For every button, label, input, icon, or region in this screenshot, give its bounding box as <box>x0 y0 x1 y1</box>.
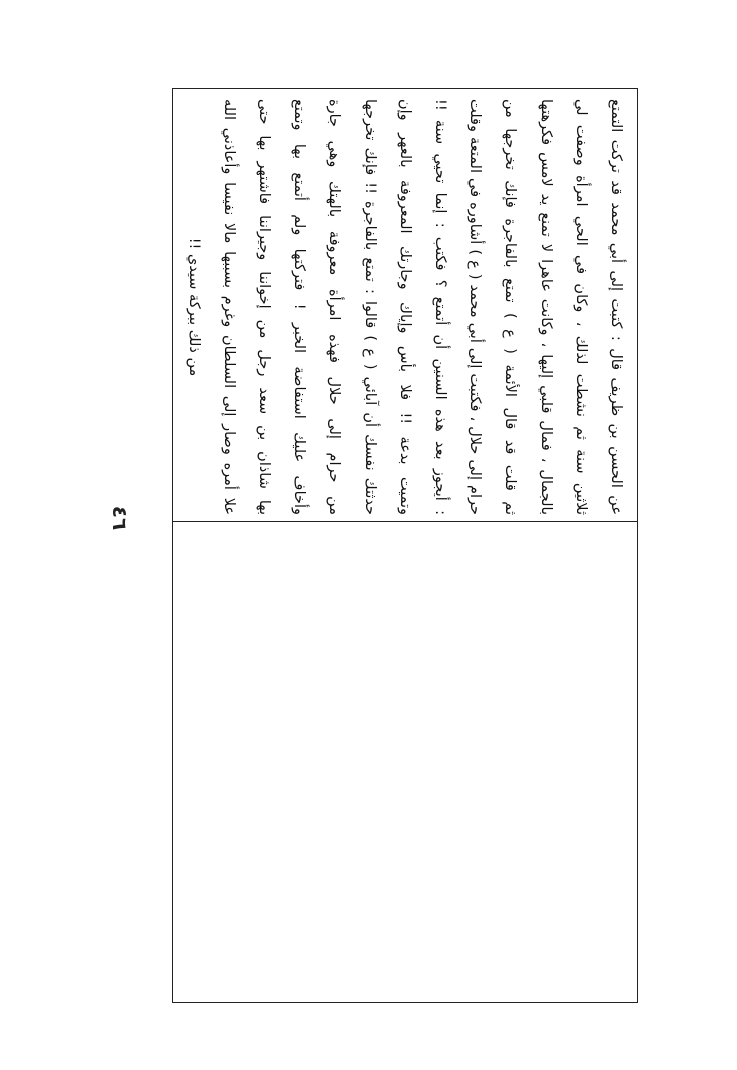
text-line: ثم قلت قد قال الأئمة ( ع ) تمتع بالفاجرة فإنك تخرجها من <box>502 99 519 515</box>
text-line: بالجمال ، فمال قلبي إليها ، وكانت عاهرا لا تمنع يد لامس فكرهتها <box>537 99 554 515</box>
text-line: حرام إلى حلال ، فكتبت إلى أبي محمد ( ع ) أشاوره في المتعة وقلت <box>467 99 484 515</box>
text-line: علا أمره وصار إلى السلطان وغرم بسببها مالا نفيسا وأعاذني الله <box>220 99 237 515</box>
text-line: ثلاثين سنة ثم نشطت لذلك ، وكان في الحي امرأة وصفت لي <box>572 99 589 515</box>
text-line: من حرام إلى حلال فهذه امرأة معروفة بالهتك وهي جارة <box>326 99 343 515</box>
text-panel <box>173 89 637 521</box>
text-line: : أيجوز بعد هذه السنين أن أتمتع ؟ فكتب : إنما تحيي سنة !! <box>432 99 449 515</box>
text-frame <box>172 88 638 1003</box>
text-line: من ذلك ببركة سيدي !! <box>185 237 202 377</box>
text-line: عن الحسن بن ظريف قال : كتبت إلى أبي محمد قد تركت التمتع <box>608 99 624 515</box>
panel-divider <box>173 521 637 522</box>
rotated-text-block <box>173 89 637 521</box>
text-line: بها شاذان بن سعد رجل من إخواننا وجيراننا فاشتهر بها حتى <box>256 99 273 515</box>
text-line: وأخاف عليك استفاضة الخبر ! فتركتها ولم أتمتع بها وتمتع <box>291 99 308 515</box>
empty-panel <box>173 523 637 1002</box>
text-line: حدثتك نفسك أن آبائي ( ع ) قالوا : تمتع بالفاجرة !! فإنك تخرجها <box>361 99 378 515</box>
page-number: ٤٦ <box>108 505 132 531</box>
text-line: وتميت بدعة !! فلا بأس وإياك وجارتك المعروفة بالعهر وإن <box>396 99 413 515</box>
